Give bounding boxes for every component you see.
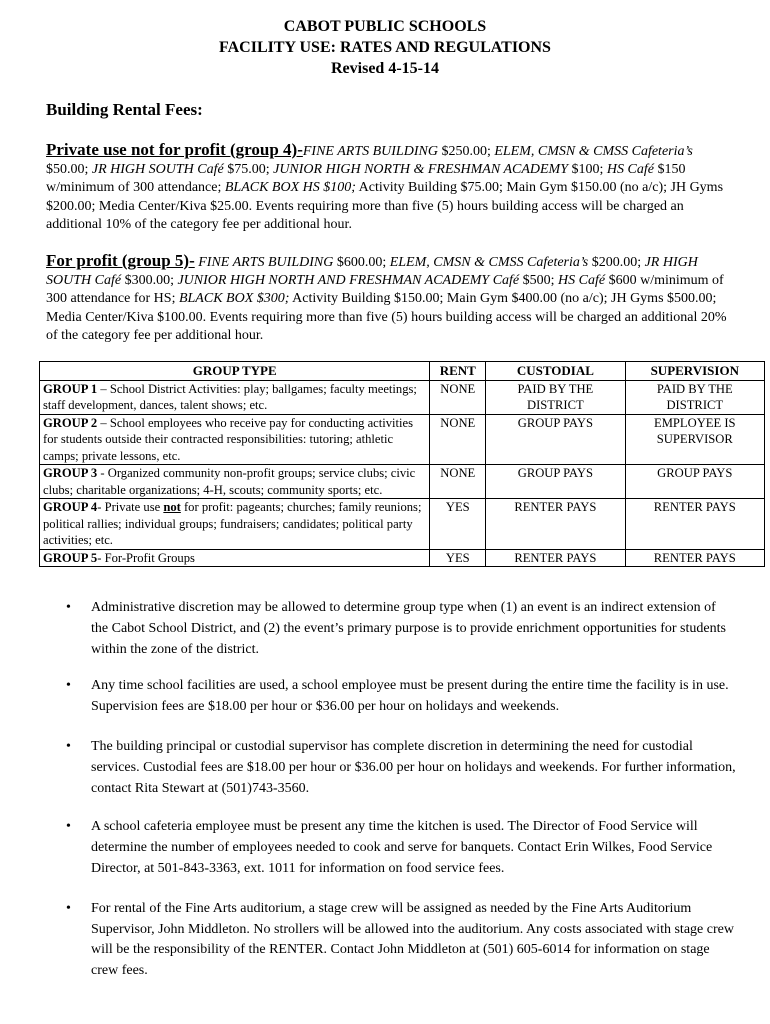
group4-hs-cafe-rate: $150 w/minimum of 300 attendance; bbox=[46, 162, 686, 196]
document-header bbox=[0, 16, 770, 79]
supervision-cell: GROUP PAYS bbox=[625, 465, 764, 499]
group-label: GROUP 5 bbox=[43, 550, 98, 565]
group4-fine-arts: FINE ARTS BUILDING bbox=[302, 144, 438, 159]
group5-rates-paragraph bbox=[46, 252, 736, 345]
group5-cafeterias-rate: $200.00; bbox=[588, 255, 645, 270]
regulations-list bbox=[46, 598, 736, 982]
group4-other-rates: Activity Building $75.00; Main Gym $150.00 (no a/c); JH Gyms $200.00; Media Center/Kiva $25.00. Events requiring more than five (5) hours building access will be charged an additional 10% of the category fee per additional hour. bbox=[46, 180, 724, 232]
group5-fine-arts: FINE ARTS BUILDING bbox=[194, 255, 334, 270]
supervision-cell: PAID BY THE DISTRICT bbox=[625, 380, 764, 414]
custodial-cell: RENTER PAYS bbox=[486, 549, 625, 567]
group-type-cell bbox=[40, 414, 430, 465]
custodial-cell: PAID BY THE DISTRICT bbox=[486, 380, 625, 414]
group-label: GROUP 2 bbox=[43, 415, 98, 430]
group-description: – School employees who receive pay for conducting activities for students outside their contracted responsibilities: tutoring; athletic camps; private lessons, etc. bbox=[43, 415, 414, 463]
group-type-cell bbox=[40, 380, 430, 414]
table-row bbox=[40, 380, 765, 414]
rent-cell: NONE bbox=[430, 380, 486, 414]
group-description: for profit: pageants; churches; family reunions; political rallies; individual groups; fundraisers; candidates; political party activities; etc. bbox=[43, 500, 422, 547]
group4-cafeterias-rate: $50.00; bbox=[46, 162, 92, 178]
supervision-cell: EMPLOYEE IS SUPERVISOR bbox=[625, 414, 764, 465]
group-type-cell bbox=[40, 499, 430, 550]
group5-jh-south-rate: $300.00; bbox=[121, 273, 178, 289]
group-label: GROUP 4 bbox=[43, 500, 98, 514]
group-label: GROUP 1 bbox=[43, 381, 98, 396]
header-org: CABOT PUBLIC SCHOOLS bbox=[283, 18, 487, 35]
list-item bbox=[46, 817, 736, 879]
group4-jh-south-rate: $75.00; bbox=[223, 162, 274, 178]
group5-hs-cafe-rate: $600 w/minimum of 300 attendance for HS; bbox=[46, 273, 724, 307]
table-row bbox=[40, 465, 765, 499]
group4-rates-paragraph bbox=[46, 141, 736, 234]
header-rent: RENT bbox=[430, 362, 486, 381]
list-item bbox=[46, 899, 736, 982]
bullet-icon: • bbox=[66, 678, 71, 694]
group-type-cell bbox=[40, 465, 430, 499]
group-description: - For-Profit Groups bbox=[97, 550, 195, 565]
rent-cell: YES bbox=[430, 499, 486, 550]
group4-hs-cafe: HS Café bbox=[606, 162, 654, 178]
group4-lead: Private use not for profit (group 4)- bbox=[46, 140, 303, 159]
header-supervision: SUPERVISION bbox=[625, 362, 764, 381]
group-type-table bbox=[39, 361, 765, 567]
group4-black-box: BLACK BOX HS $100; bbox=[224, 180, 356, 196]
custodial-cell: GROUP PAYS bbox=[486, 465, 625, 499]
group-description: - Organized community non-profit groups; service clubs; civic clubs; charitable organizations; 4-H, scouts; community sports; etc. bbox=[43, 466, 416, 497]
group5-hs-cafe: HS Café bbox=[558, 273, 606, 289]
rent-cell: YES bbox=[430, 549, 486, 567]
group4-jh-north-rate: $100; bbox=[568, 162, 607, 178]
group-description-not: not bbox=[163, 500, 181, 514]
custodial-cell: RENTER PAYS bbox=[486, 499, 625, 550]
group4-cafeterias: ELEM, CMSN & CMSS Cafeteria’s bbox=[494, 144, 693, 159]
table-row bbox=[40, 414, 765, 465]
custodial-cell: GROUP PAYS bbox=[486, 414, 625, 465]
group5-jh-south: JR HIGH SOUTH Café bbox=[46, 255, 698, 289]
note-text: For rental of the Fine Arts auditorium, a stage crew will be assigned as needed by the Fine Arts Auditorium Supervisor, John Middleton. No strollers will be allowed into the auditorium. Any costs associated with stage crew will be the responsibility of the RENTER. Contact John Middleton at (501) 605-6014 for information on stage crew fees. bbox=[91, 900, 734, 979]
group-type-cell bbox=[40, 549, 430, 567]
note-text: Any time school facilities are used, a school employee must be present during the entire time the facility is in use. Supervision fees are $18.00 per hour or $36.00 per hour on holidays and weekends. bbox=[91, 678, 729, 715]
bullet-icon: • bbox=[66, 738, 71, 754]
group5-fine-arts-rate: $600.00; bbox=[333, 255, 390, 270]
group5-other-rates: Activity Building $150.00; Main Gym $400.00 (no a/c); JH Gyms $500.00; Media Center/Kiva $100.00. Events requiring more than five (5) hours building access will be charged an additional 20% of the category fee per additional hour. bbox=[46, 291, 727, 343]
group4-jh-north: JUNIOR HIGH NORTH & FRESHMAN ACADEMY bbox=[273, 162, 568, 178]
supervision-cell: RENTER PAYS bbox=[625, 499, 764, 550]
group5-black-box: BLACK BOX $300; bbox=[178, 291, 290, 307]
building-rental-heading: Building Rental Fees: bbox=[46, 100, 203, 119]
list-item bbox=[46, 676, 736, 718]
group5-lead: For profit (group 5)- bbox=[46, 251, 195, 270]
note-text: The building principal or custodial supervisor has complete discretion in determining the need for custodial services. Custodial fees are $18.00 per hour or $36.00 per hour on holidays and weekends. For further information, contact Rita Stewart at (501)743-3560. bbox=[91, 738, 736, 796]
table-row bbox=[40, 549, 765, 567]
group5-jh-north-rate: $500; bbox=[519, 273, 559, 289]
list-item bbox=[46, 737, 736, 799]
rent-cell: NONE bbox=[430, 414, 486, 465]
header-group-type: GROUP TYPE bbox=[40, 362, 430, 381]
note-text: Administrative discretion may be allowed to determine group type when (1) an event is an indirect extension of the Cabot School District, and (2) the event’s primary purpose is to provide enrichment opportunities for students within the zone of the district. bbox=[91, 600, 726, 657]
group-label: GROUP 3 bbox=[43, 466, 98, 480]
group5-jh-north: JUNIOR HIGH NORTH AND FRESHMAN ACADEMY Café bbox=[177, 273, 520, 289]
table-row bbox=[40, 499, 765, 550]
bullet-icon: • bbox=[66, 819, 71, 835]
note-text: A school cafeteria employee must be present any time the kitchen is used. The Director of Food Service will determine the number of employees needed to cook and serve for banquets. Contact Erin Wilkes, Food Service Director, at 501-843-3363, ext. 1011 for information on food service fees. bbox=[91, 819, 713, 876]
header-custodial: CUSTODIAL bbox=[486, 362, 625, 381]
bullet-icon: • bbox=[66, 600, 71, 615]
supervision-cell: RENTER PAYS bbox=[625, 549, 764, 567]
rent-cell: NONE bbox=[430, 465, 486, 499]
group5-cafeterias: ELEM, CMSN & CMSS Cafeteria’s bbox=[389, 255, 589, 270]
table-header-row bbox=[40, 362, 765, 381]
header-title: FACILITY USE: RATES AND REGULATIONS bbox=[219, 39, 551, 56]
bullet-icon: • bbox=[66, 900, 71, 916]
group-description: – School District Activities: play; ballgames; faculty meetings; staff development, dances, talent shows; etc. bbox=[43, 381, 417, 412]
header-revision: Revised 4-15-14 bbox=[331, 60, 439, 77]
group4-jh-south: JR HIGH SOUTH Café bbox=[91, 162, 224, 178]
list-item bbox=[46, 598, 736, 660]
group4-fine-arts-rate: $250.00; bbox=[437, 144, 495, 159]
group-description-prefix: - Private use bbox=[97, 500, 164, 514]
